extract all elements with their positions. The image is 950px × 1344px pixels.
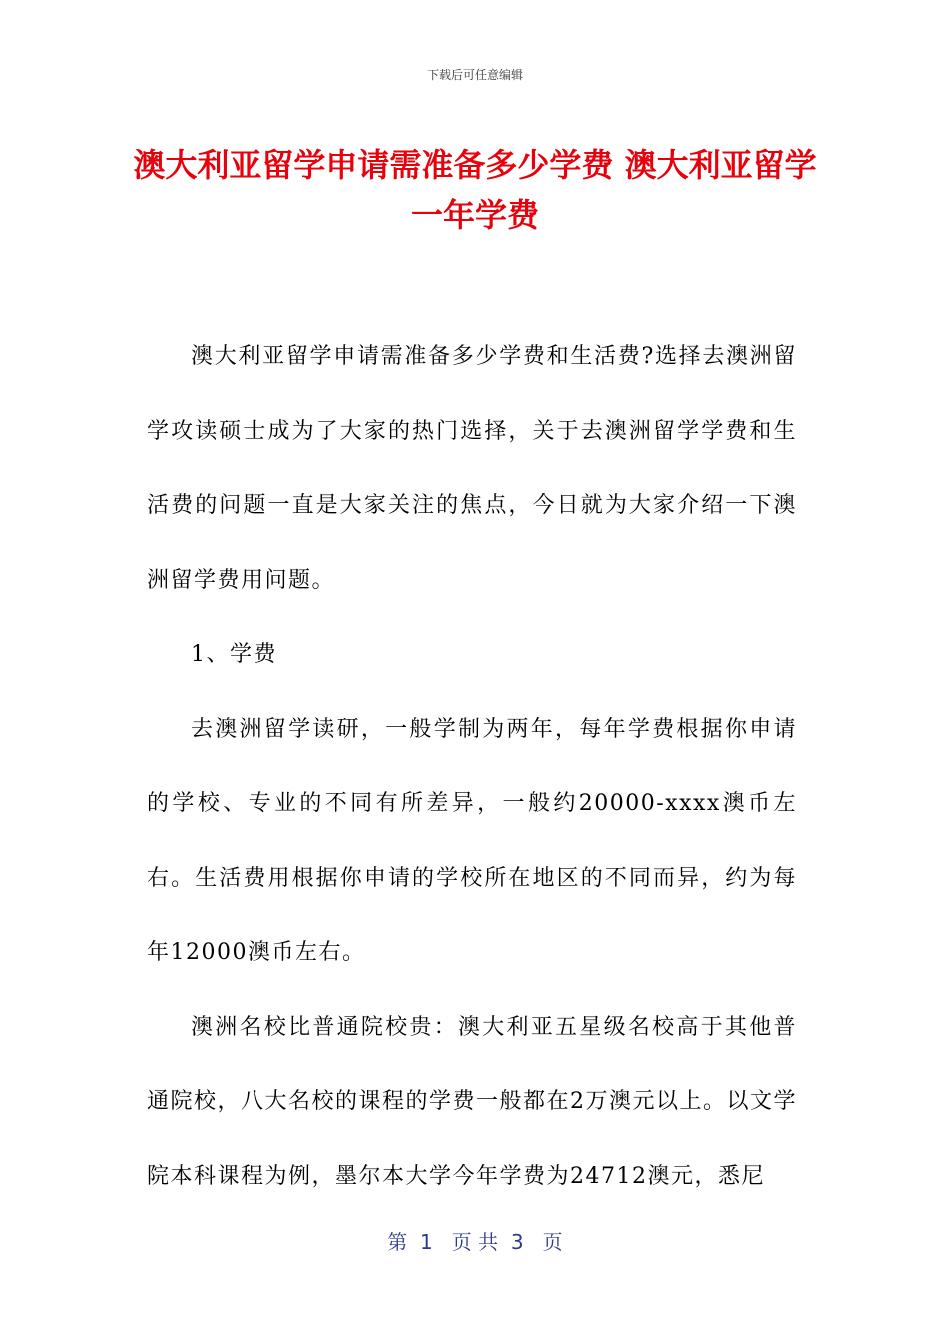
document-body xyxy=(147,320,797,1214)
document-title: 澳大利亚留学申请需准备多少学费 澳大利亚留学一年学费 xyxy=(133,146,817,234)
paragraph-top-schools: 澳洲名校比普通院校贵：澳大利亚五星级名校高于其他普通院校，八大名校的课程的学费一般都在2万澳元以上。以文学院本科课程为例，墨尔本大学今年学费为24712澳元，悉尼 xyxy=(147,1014,797,1189)
page-footer: 第 1 页 共 3 页 xyxy=(387,1230,563,1254)
section-heading-tuition: 1、学费 xyxy=(191,642,277,667)
paragraph-intro: 澳大利亚留学申请需准备多少学费和生活费?选择去澳洲留学攻读硕士成为了大家的热门选择，关于去澳洲留学学费和生活费的问题一直是大家关注的焦点，今日就为大家介绍一下澳洲留学费用问题。 xyxy=(147,344,797,593)
paragraph-tuition: 去澳洲留学读研，一般学制为两年，每年学费根据你申请的学校、专业的不同有所差异，一般约20000-xxxx澳币左右。生活费用根据你申请的学校所在地区的不同而异，约为每年12000澳币左右。 xyxy=(147,716,797,965)
header-note: 下载后可任意编辑 xyxy=(426,68,523,82)
